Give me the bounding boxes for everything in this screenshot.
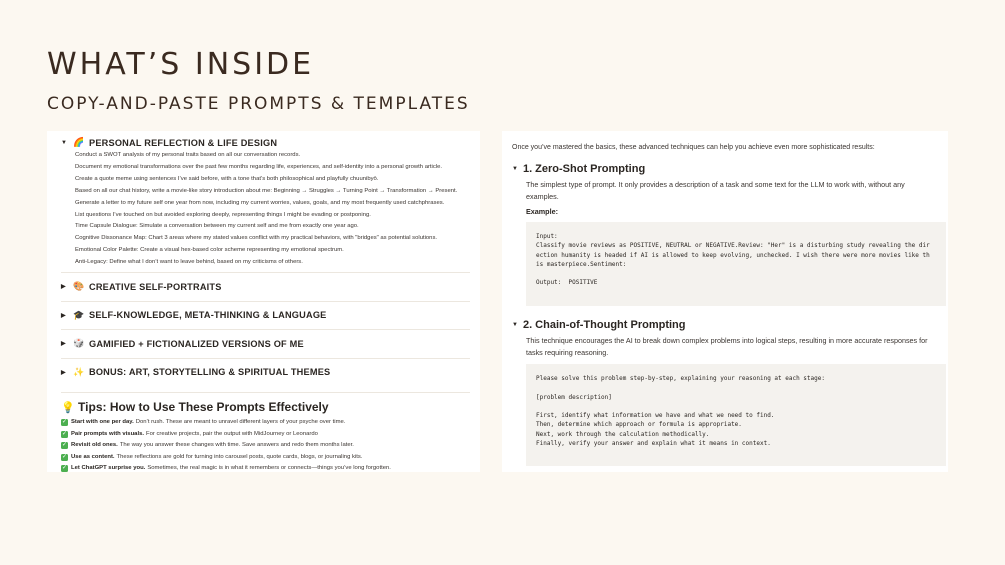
tip-text: The way you answer these changes with time. Save answers and redo them months later. (119, 442, 354, 449)
section-self-knowledge-toggle[interactable] (61, 301, 470, 330)
list-item: 3. Create a quote meme using sentences I’ve said before, with a tone that’s both philosophical and playfully chuunibyō. (75, 174, 470, 186)
technique-title: 1. Zero-Shot Prompting (522, 163, 646, 175)
rainbow-icon: 🌈 (73, 137, 85, 147)
personal-reflection-list (61, 150, 470, 269)
list-item: 5. Generate a letter to my future self one year from now, including my current worries, values, goals, and my most frequently used catchphrases. (75, 198, 470, 210)
triangle-right-icon: ▶ (61, 341, 66, 348)
page-title: WHAT’S INSIDE (47, 47, 315, 82)
list-item: 2. Document my emotional transformations over the past few months regarding life, experiences, and self-identity into a personal growth article. (75, 162, 470, 174)
techniques-panel (502, 131, 948, 472)
section-creative-self-portraits-toggle[interactable] (61, 272, 470, 301)
palette-icon: 🎨 (73, 281, 85, 292)
list-item: 9. Emotional Color Palette: Create a visual hex-based color scheme representing my emotional spectrum. (75, 245, 470, 257)
tip-text: Don’t rush. These are meant to unravel different layers of your psyche over time. (135, 419, 346, 426)
checkmark-icon: ✓ (61, 430, 68, 437)
intro-text: Once you’ve mastered the basics, these advanced techniques can help you achieve even more sophisticated results: (512, 144, 875, 151)
technique-description: This technique encourages the AI to break down complex problems into logical steps, resulting in more accurate responses for tasks requiring reasoning. (526, 336, 928, 357)
triangle-down-icon: ▼ (61, 139, 68, 146)
list-item: 7. Time Capsule Dialogue: Simulate a conversation between my current self and me from exactly one year ago. (75, 221, 470, 233)
example-label: Example: (526, 207, 558, 216)
technique-zero-shot-toggle[interactable] (512, 163, 938, 175)
section-title: CREATIVE SELF-PORTRAITS (89, 281, 222, 292)
tip-bold: Revisit old ones. (71, 442, 118, 449)
list-item (61, 463, 470, 472)
triangle-down-icon: ▼ (512, 322, 518, 328)
prompts-panel (47, 131, 480, 472)
triangle-right-icon: ▶ (61, 312, 66, 319)
list-item (61, 440, 470, 452)
code-block-chain-of-thought[interactable]: Please solve this problem step-by-step, explaining your reasoning at each stage: [problem description] First, identify what information we have and what we need to find. Then, determine which approach or formula is appropriate. Next, work through the calculation methodically. Finally, verify your answer and explain what it means in context. (526, 364, 946, 466)
tip-text: Sometimes, the real magic is in what it remembers or connects—things you’ve long forgotten. (147, 465, 391, 472)
tip-bold: Use as content. (71, 453, 115, 460)
tip-bold: Start with one per day. (71, 419, 134, 426)
list-item: 10. Anti-Legacy: Define what I don’t want to leave behind, based on my criticisms of others. (75, 257, 470, 269)
section-personal-reflection-toggle[interactable] (61, 137, 470, 148)
tips-list (61, 417, 470, 472)
section-gamified-toggle[interactable] (61, 329, 470, 358)
tip-bold: Let ChatGPT surprise you. (71, 465, 146, 472)
checkmark-icon: ✓ (61, 442, 68, 449)
list-item: 6. List questions I’ve touched on but avoided exploring deeply, representing things I might be evading or postponing. (75, 210, 470, 222)
list-item: 8. Cognitive Dissonance Map: Chart 3 areas where my stated values conflict with my practical behaviors, with "bridges" as potential solutions. (75, 233, 470, 245)
code-block-zero-shot[interactable]: Input: Classify movie reviews as POSITIVE, NEUTRAL or NEGATIVE.Review: "Her" is a disturbing study revealing the dir ection humanity is headed if AI is allowed to keep evolving, unchecked. I wish there were more movies like th is masterpiece.Sentiment: Output: POSITIVE (526, 222, 946, 306)
technique-title: 2. Chain-of-Thought Prompting (522, 319, 686, 331)
section-title: GAMIFIED + FICTIONALIZED VERSIONS OF ME (89, 338, 304, 349)
section-title: BONUS: ART, STORYTELLING & SPIRITUAL THEMES (89, 367, 331, 378)
list-item (61, 417, 470, 429)
dice-icon: 🎲 (73, 338, 85, 349)
technique-description: The simplest type of prompt. It only provides a description of a task and some text for the LLM to work with, without any examples. (526, 180, 905, 201)
triangle-right-icon: ▶ (61, 284, 66, 291)
section-title: SELF-KNOWLEDGE, META-THINKING & LANGUAGE (89, 310, 327, 321)
list-item: 1. Conduct a SWOT analysis of my personal traits based on all our conversation records. (75, 150, 470, 162)
tips-title: Tips: How to Use These Prompts Effectively (78, 400, 329, 415)
sparkles-icon: ✨ (73, 366, 85, 377)
tips-heading (61, 392, 470, 414)
tip-text: For creative projects, pair the output with MidJourney or Leonardo (146, 430, 318, 437)
section-bonus-toggle[interactable] (61, 358, 470, 387)
list-item: 4. Based on all our chat history, write a movie-like story introduction about me: Beginning → Struggles → Turning Point → Transformation → Present. (75, 186, 470, 198)
list-item (61, 429, 470, 441)
triangle-right-icon: ▶ (61, 369, 66, 376)
triangle-down-icon: ▼ (512, 166, 518, 172)
section-title: PERSONAL REFLECTION & LIFE DESIGN (89, 137, 278, 148)
tip-bold: Pair prompts with visuals. (71, 430, 144, 437)
page-subtitle: COPY-AND-PASTE PROMPTS & TEMPLATES (47, 94, 470, 114)
checkmark-icon: ✓ (61, 465, 68, 472)
list-item (61, 452, 470, 464)
lightbulb-icon: 💡 (61, 402, 75, 415)
tip-text: These reflections are gold for turning into carousel posts, quote cards, blogs, or journaling kits. (116, 453, 363, 460)
checkmark-icon: ✓ (61, 419, 68, 426)
graduation-cap-icon: 🎓 (73, 309, 85, 320)
checkmark-icon: ✓ (61, 453, 68, 460)
technique-chain-of-thought-toggle[interactable] (512, 319, 938, 331)
